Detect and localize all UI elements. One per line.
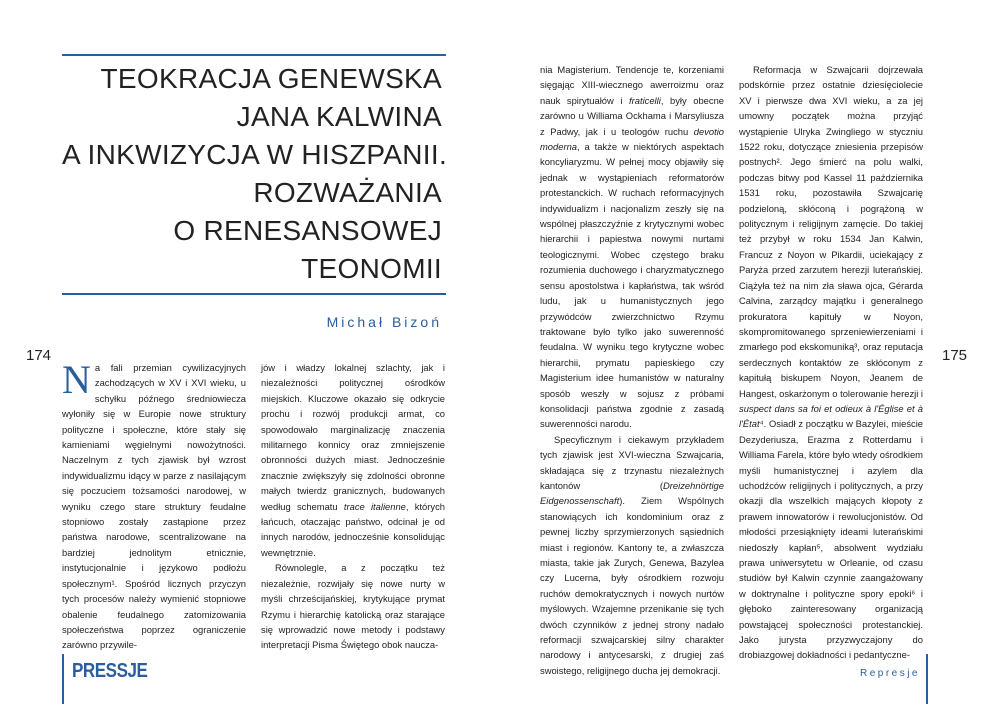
paragraph-cont: , a także w niektórych aspektach koncyliaryzmu. W pełnej mocy objawiły się jednak w wystąpieniach reformatorów protestanckich. W ruchach reformacyjnych indywidualizm i nacjonalizm zeszły się na wspólnej płaszczyźnie z krytycznymi wobec hierarchii i papiestwa nowymi nurtami teologicznymi. Wobec częstego braku rozumienia duchowego i charyzmatycznego sensu apostolstwa i kapłaństwa, tak wśród ludu, jak u humanistycznych jego przywódców zwierzchnictwo Rzymu traktowane było tylko jako suwerenność feudalna. W wyniku tego krytyczne wobec hierarchii, prymatu papieskiego czy Magisterium idee humanistów w naturalny sposób weszły w sojusz z próbami konsolidacji państwa zgodnie z zasadą suwerenności narodu. xyxy=(540,141,724,430)
paragraph: Równolegle, a z początku też niezależnie, rozwijały się nowe nurty w myśli chrześcijańskiej, krytykujące prymat Rzymu i hierarchię katolicką oraz starające się wprowadzić nowe metody i podstawy interpretacji Pisma Świętego obok naucza- xyxy=(261,562,445,651)
article-title xyxy=(62,60,448,288)
paragraph-cont: ⁴. Osiadł z początku w Bazylei, mieście Dezyderiusza, Erazma z Rotterdamu i Williama Farela, które było wtedy ośrodkiem myśli humanistycznej i azylem dla uchodźców religijnych i politycznych, a przy okazji dla wszelkich mających kłopoty z prawem innowatorów i rewolucjonistów. Od młodości przesiąknięty ideami luterańskimi niedoszły kapłan⁵, absolwent wydziału prawa uniwersytetu w Orleanie, od czasu studiów był Kalwin czynnie zaangażowany w doktrynalne i polityczne spory epoki⁶ i głęboko zainteresowany organizacją powstającej społeczności protestanckiej. Jako jurysta przyzwyczajony do drobiazgowej dokładności i pedantyczne- xyxy=(739,418,923,661)
text-column-4 xyxy=(739,62,923,661)
page-number-right: 175 xyxy=(942,347,968,364)
italic-term: suspect dans sa foi et odieux à l'Église et à l'État xyxy=(739,402,923,430)
text-column-2 xyxy=(261,360,445,651)
italic-term: trace italienne xyxy=(343,500,406,512)
author-name: Michał Bizoń xyxy=(326,314,442,330)
text-column-1 xyxy=(62,357,246,651)
title-line: TEOKRACJA GENEWSKA xyxy=(100,63,442,94)
italic-term: devotio moderna xyxy=(540,125,724,153)
title-line: JANA KALWINA xyxy=(236,101,442,132)
section-label: Represje xyxy=(859,668,920,679)
title-line: O RENESANSOWEJ xyxy=(173,215,442,246)
paragraph: a fali przemian cywilizacyjnych zachodzących w XV i XVI wieku, u schyłku późnego średniowiecza wyłoniły się w Europie nowe struktury polityczne i społeczne, które stały się kamieniami węgielnymi nowożytności. Naczelnym z tych zjawisk był wzrost indywidualizmu idący w parze z nasilającym się poczuciem tożsamości narodowej, w wyniku czego stare struktury feudalne stopniowo zostały zastąpione przez państwa narodowe, scentralizowane na bardziej jednolitym etnicznie, instytucjonalnie i językowo podłożu społecznym¹. Spośród licznych przyczyn tych procesów należy wymienić stopniowe obalenie feudalnego zatomizowania społeczeństwa poprzez ograniczenie zarówno przywile- xyxy=(62,362,246,651)
title-bottom-rule xyxy=(62,293,446,295)
title-line: TEONOMII xyxy=(301,253,442,284)
footer-left-bar xyxy=(62,654,64,704)
italic-term: fraticelli xyxy=(629,94,661,106)
paragraph: Specyficznym i ciekawym przykładem tych zjawisk jest XVI-wieczna Szwajcaria, składająca się z trzynastu niezależnych kantonów ( xyxy=(540,433,724,491)
pressje-logo: PRESSJE xyxy=(72,660,148,682)
text-column-3 xyxy=(540,62,724,676)
title-line: A INKWIZYCJA W HISZPANII. xyxy=(62,139,448,170)
title-top-rule xyxy=(62,54,446,56)
footer-right-bar xyxy=(926,654,928,704)
page-number-left: 174 xyxy=(26,347,52,364)
paragraph: nia Magisterium. Tendencje te, korzeniami sięgając XIII-wiecznego awerroizmu oraz nauk spirytuałów i xyxy=(540,64,724,106)
drop-cap: N xyxy=(62,357,91,402)
italic-term: Dreizehnörtige Eidgenossenschaft xyxy=(540,479,724,507)
paragraph-cont: , których łańcuch, otaczając państwo, odcinał je od innych narodów, jednocześnie konsolidując wewnętrznie. xyxy=(261,500,445,558)
paragraph: jów i władzy lokalnej szlachty, jak i niezależności politycznej ośrodków miejskich. Kluczowe okazało się odkrycie prochu i rozwój produkcji armat, co spowodowało marginalizację znaczenia militarnego konnicy oraz zmniejszenie obronności dużych miast. Jednocześnie znacznie zwiększyły się zdolności obronne małych twierdz granicznych, budowanych według schematu xyxy=(261,362,445,512)
paragraph-cont: , były obecne zarówno u Williama Ockhama i Marsyliusza z Padwy, jak i u teologów ruchu xyxy=(540,94,724,137)
paragraph: Reformacja w Szwajcarii dojrzewała podskórnie przez ostatnie dziesięciolecie XV i pierwsze dwa XVI wieku, a za jej umowny początek można przyjąć wystąpienie Ulryka Zwingliego w styczniu 1522 roku, dotyczące zniesienia przepisów postnych². Jego śmierć na polu walki, podczas bitwy pod Kassel 11 października 1531 roku, pozostawiła Szwajcarię podzieloną, skłóconą i pogrążoną w politycznym i religijnym zamęcie. Do takiej też przybył w roku 1534 Jan Kalwin, Francuz z Noyon w Pikardii, uciekający z Paryża przed zarzutem herezji luterańskiej. Ciążyła też na nim zła sława ojca, Gérarda Calvina, zarządcy majątku i generalnego prokuratora kapituły w Noyon, skompromitowanego sprzeniewierzeniami i zmarłego pod ekskomuniką³, oraz reputacja serdecznych kontaktów ze skłóconym z kapitułą biskupem Noyon, Jeanem de Hangest, oskarżonym o tolerowanie herezji i xyxy=(739,64,923,399)
title-line: ROZWAŻANIA xyxy=(253,177,442,208)
paragraph-cont: ). Ziem Wspólnych stanowiących ich kondominium oraz z pewnej liczby sprzymierzonych sąsiednich miast i regionów. Kantony te, a zwłaszcza miasta, takie jak Zurych, Genewa, Bazylea czy Lucerna, były ośrodkiem rozwoju ruchów demokratycznych i nowych nurtów myślowych. Wzajemne przenikanie się tych dwóch czynników z jednej strony nadało reformacji szwajcarskiej silny charakter narodowy i antycesarski, z drugiej zaś swoistego, religijnego ducha jej demokracji. xyxy=(540,495,724,676)
